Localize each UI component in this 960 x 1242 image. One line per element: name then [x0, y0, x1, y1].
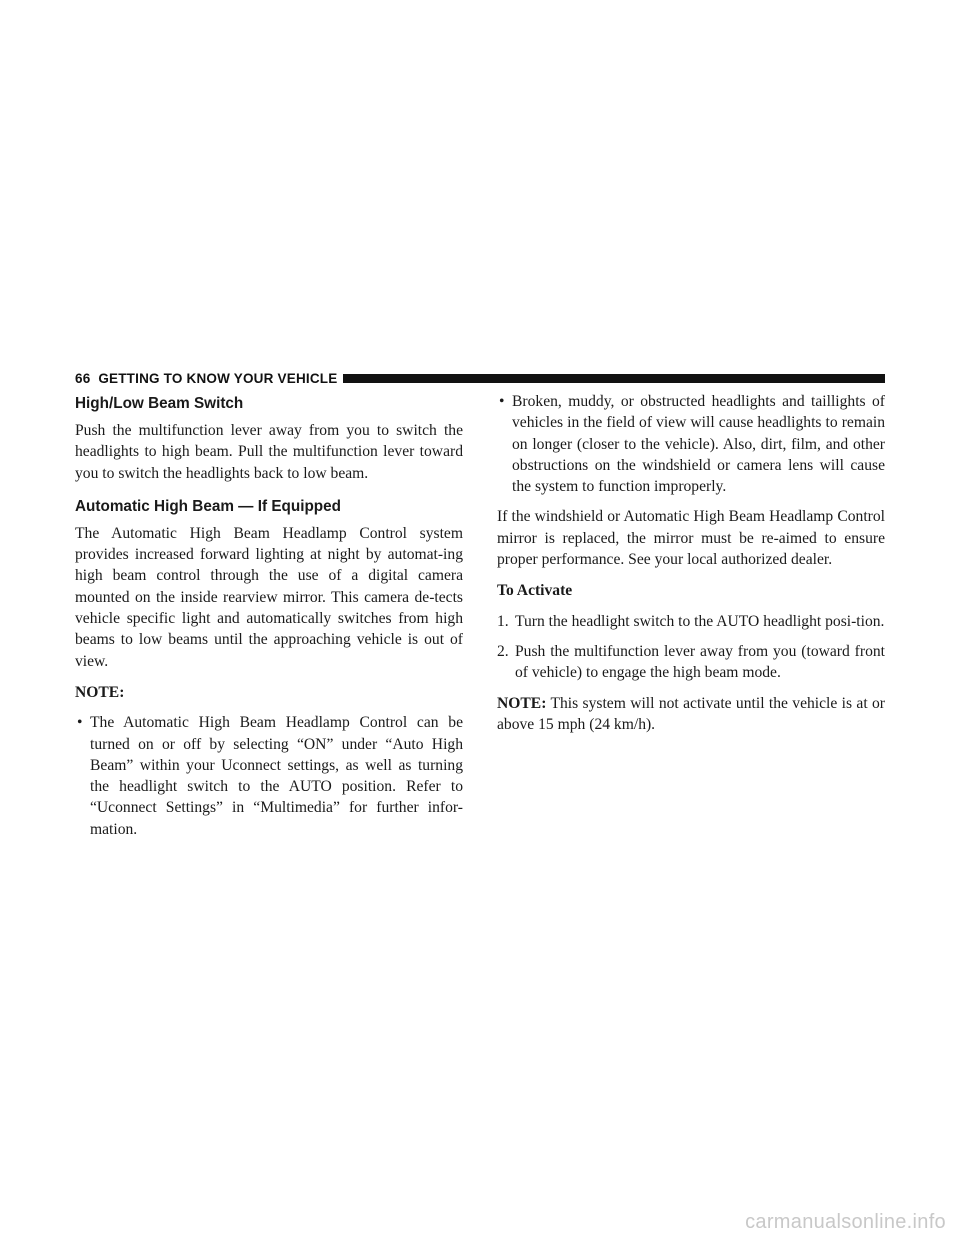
- bullet-text: The Automatic High Beam Headlamp Control can be turned on or off by selecting “ON” under “Auto High Beam” within your Uconnect settings, as well as turning the headlight switch to the AUTO position. Refer to “Uconnect Settings” in “Multimedia” for further infor-mation.: [90, 714, 463, 838]
- step-text: Turn the headlight switch to the AUTO headlight posi-tion.: [515, 612, 885, 630]
- step-1: [497, 611, 885, 632]
- right-column: [497, 391, 885, 745]
- note-speed: [497, 693, 885, 736]
- step-number: 2.: [497, 642, 509, 660]
- note-bullet-1: [75, 712, 463, 840]
- step-number: 1.: [497, 612, 509, 630]
- section-title: GETTING TO KNOW YOUR VEHICLE: [98, 370, 338, 386]
- step-2: [497, 641, 885, 684]
- bullet-mark: •: [499, 393, 505, 410]
- header-label: [75, 371, 343, 386]
- paragraph-high-low-beam: Push the multifunction lever away from you to switch the headlights to high beam. Pull the multifunction lever toward you to switch the headlights back to low beam.: [75, 422, 463, 482]
- bullet-text: Broken, muddy, or obstructed headlights and taillights of vehicles in the field of view will cause headlights to remain on longer (closer to the vehicle). Also, dirt, film, and other obstructions on the windshield or camera lens will cause the system to function improperly.: [512, 393, 885, 496]
- page-header: [75, 370, 885, 386]
- subheading-to-activate: To Activate: [497, 582, 573, 600]
- watermark: carmanualsonline.info: [745, 1211, 946, 1233]
- heading-auto-high-beam: Automatic High Beam — If Equipped: [75, 497, 342, 515]
- header-rule: [343, 374, 885, 383]
- heading-high-low-beam: High/Low Beam Switch: [75, 395, 244, 412]
- bullet-mark: •: [77, 714, 83, 732]
- left-column: [75, 391, 463, 849]
- note-label: NOTE:: [497, 694, 547, 712]
- paragraph-auto-high-beam: The Automatic High Beam Headlamp Control system provides increased forward lighting at night by automat-ing high beam control through the use of a digital camera mounted on the inside rearview mirror. This camera de-tects vehicle specific light and automatically switches from high beams to low beams until the approaching vehicle is out of view.: [75, 524, 463, 670]
- paragraph-mirror-replaced: If the windshield or Automatic High Beam Headlamp Control mirror is replaced, the mirror must be re-aimed to ensure proper performance. See your local authorized dealer.: [497, 508, 885, 569]
- step-text: Push the multifunction lever away from you (toward front of vehicle) to engage the high beam mode.: [515, 642, 885, 682]
- page-number: 66: [75, 370, 91, 386]
- note-bullet-2: [497, 391, 885, 497]
- note-label: NOTE:: [75, 683, 125, 701]
- note-text: This system will not activate until the vehicle is at or above 15 mph (24 km/h).: [497, 694, 885, 733]
